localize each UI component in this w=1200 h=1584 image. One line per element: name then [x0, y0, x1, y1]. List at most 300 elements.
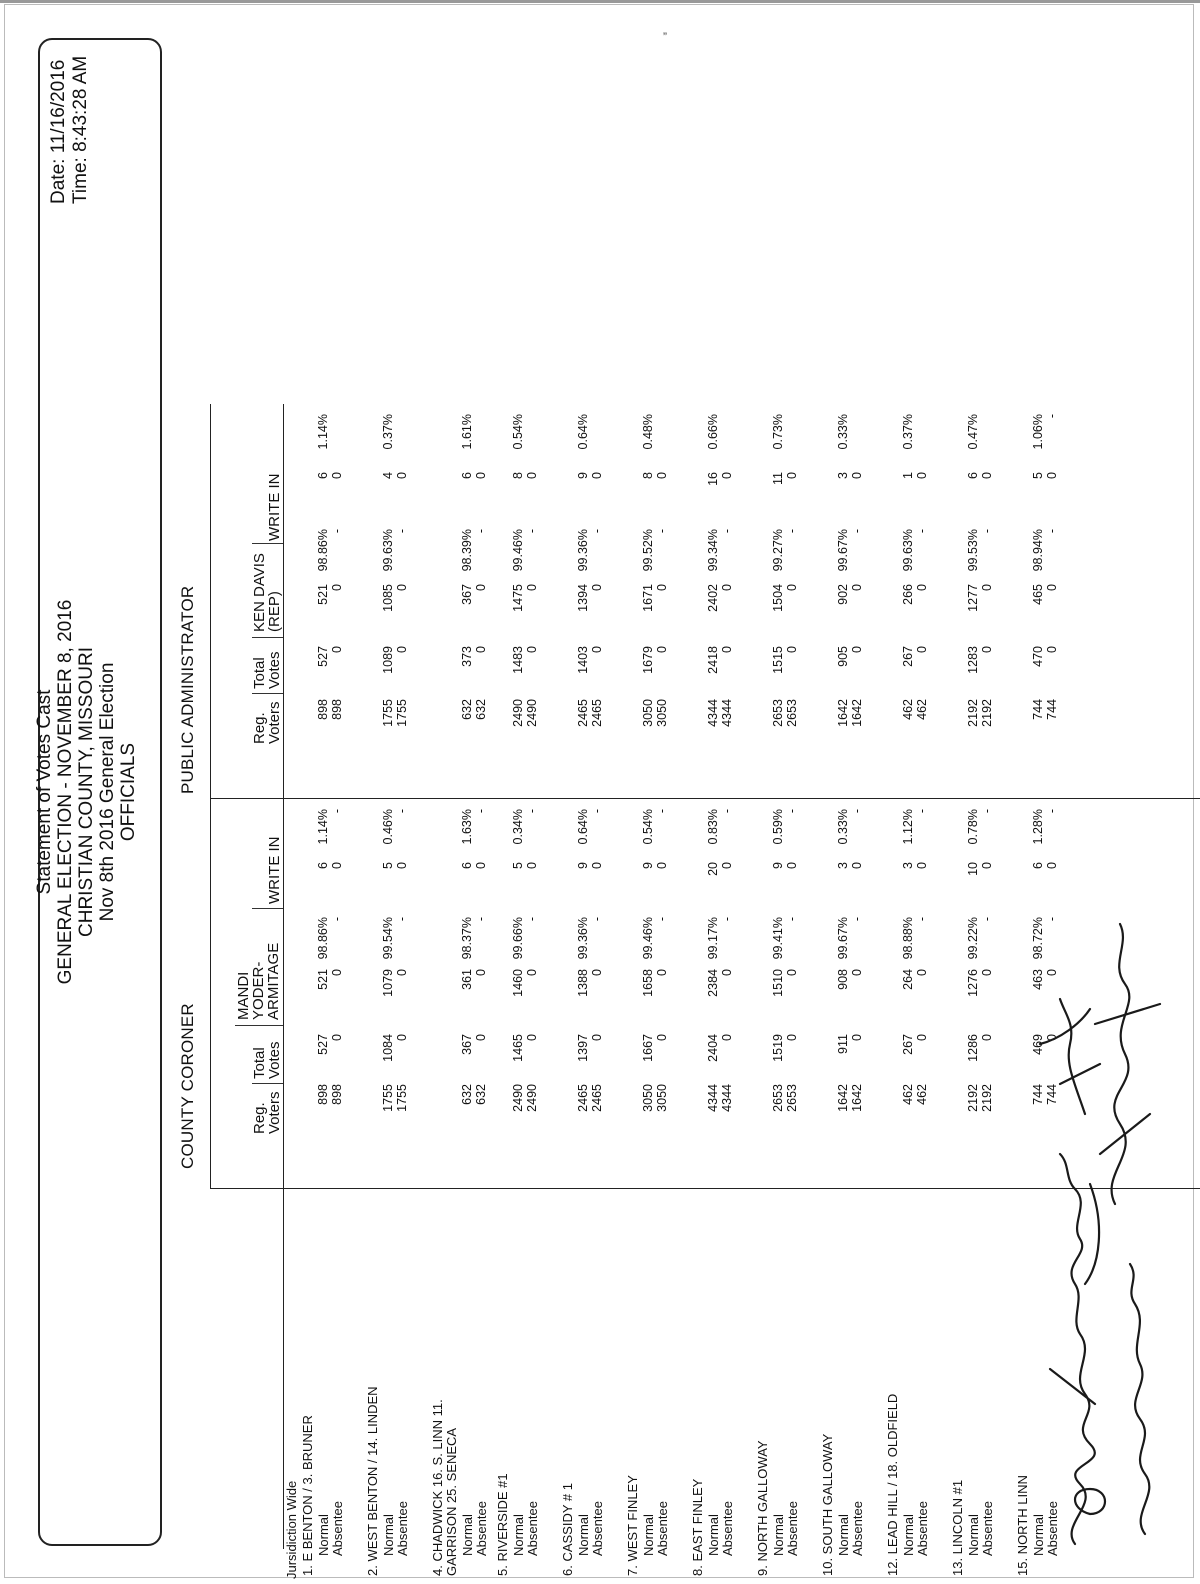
- cell-reg: 2192: [980, 1084, 994, 1112]
- cell-c-cand-pct: -: [980, 917, 994, 922]
- cell-c-cand-pct: -: [720, 917, 734, 922]
- cell-p-wi-pct: 0.54%: [511, 414, 525, 450]
- cell-c-total: 0: [330, 1034, 344, 1041]
- cell-c-cand-pct: 99.46%: [641, 917, 655, 960]
- cell-p-cand-pct: -: [850, 529, 864, 534]
- title-line-4: Nov 8th 2016 General Election: [97, 662, 118, 922]
- cell-p-reg: 2465: [576, 699, 590, 727]
- cell-c-wi-pct: -: [785, 809, 799, 814]
- cell-p-reg: 898: [316, 699, 330, 720]
- cell-c-total: 1286: [966, 1034, 980, 1062]
- cell-p-cand-pct: -: [720, 529, 734, 534]
- cell-p-total: 1679: [641, 646, 655, 674]
- cell-p-cand-pct: -: [330, 529, 344, 534]
- cell-p-cand-pct: -: [525, 529, 539, 534]
- cell-p-reg: 2192: [980, 699, 994, 727]
- cell-c-wi: 9: [576, 862, 590, 869]
- cell-reg: 2465: [590, 1084, 604, 1112]
- cell-c-total: 0: [785, 1034, 799, 1041]
- cell-c-cand: 0: [850, 969, 864, 976]
- cell-p-wi-pct: 0.48%: [641, 414, 655, 450]
- cell-c-wi: 0: [655, 862, 669, 869]
- row-type-label: Absentee: [980, 1501, 995, 1556]
- cell-p-reg: 1755: [395, 699, 409, 727]
- cell-c-wi: 3: [901, 862, 915, 869]
- jurisdiction-wide-label: Jursidiction Wide: [284, 1480, 299, 1579]
- cell-p-wi: 0: [1045, 472, 1059, 479]
- cell-c-total: 0: [474, 1034, 488, 1041]
- cell-reg: 3050: [655, 1084, 669, 1112]
- scan-mark: ”: [663, 30, 667, 44]
- cell-c-cand-pct: 99.22%: [966, 917, 980, 960]
- cell-p-reg: 2490: [511, 699, 525, 727]
- cell-p-total: 0: [525, 646, 539, 653]
- report-date: Date: 11/16/2016: [48, 59, 69, 204]
- cell-c-wi-pct: 1.28%: [1031, 809, 1045, 845]
- cell-p-cand: 0: [915, 584, 929, 591]
- cell-c-wi: 0: [330, 862, 344, 869]
- cell-reg: 462: [901, 1084, 915, 1105]
- cell-c-wi: 0: [785, 862, 799, 869]
- cell-p-wi: 0: [655, 472, 669, 479]
- cell-p-total: 1483: [511, 646, 525, 674]
- cell-c-total: 0: [915, 1034, 929, 1041]
- cell-p-wi: 16: [706, 472, 720, 486]
- cell-c-wi: 0: [590, 862, 604, 869]
- row-type-label: Absentee: [395, 1501, 410, 1556]
- cell-p-reg: 632: [460, 699, 474, 720]
- cell-p-cand: 1277: [966, 584, 980, 612]
- cell-c-cand-pct: 98.88%: [901, 917, 915, 960]
- row-type-label: Absentee: [720, 1501, 735, 1556]
- cell-p-wi-pct: 1.06%: [1031, 414, 1045, 450]
- cell-p-reg: 2653: [771, 699, 785, 727]
- cell-reg: 1755: [395, 1084, 409, 1112]
- cell-p-wi: 0: [525, 472, 539, 479]
- cell-c-wi-pct: 1.12%: [901, 809, 915, 845]
- cell-c-total: 1519: [771, 1034, 785, 1062]
- cell-p-wi-pct: 0.73%: [771, 414, 785, 450]
- cell-reg: 462: [915, 1084, 929, 1105]
- contest-title-coroner: COUNTY CORONER: [178, 1003, 197, 1169]
- cell-reg: 3050: [641, 1084, 655, 1112]
- cell-p-wi: 11: [771, 472, 785, 485]
- cell-reg: 632: [460, 1084, 474, 1105]
- precinct-name: 13. LINCOLN #1: [950, 1479, 965, 1576]
- cell-p-wi-pct: 0.64%: [576, 414, 590, 450]
- cell-c-cand: 0: [474, 969, 488, 976]
- cell-p-cand: 0: [720, 584, 734, 591]
- cell-p-cand-pct: 99.52%: [641, 529, 655, 572]
- cell-p-reg: 2490: [525, 699, 539, 727]
- row-type-label: Normal: [771, 1514, 786, 1556]
- cell-p-reg: 2465: [590, 699, 604, 727]
- cell-p-wi: 0: [850, 472, 864, 479]
- cell-c-cand: 0: [980, 969, 994, 976]
- cell-reg: 2653: [771, 1084, 785, 1112]
- cell-c-cand-pct: 99.36%: [576, 917, 590, 960]
- precinct-name-cont: GARRISON 25. SENECA: [444, 1427, 459, 1576]
- cell-c-cand-pct: -: [395, 917, 409, 922]
- cell-p-total: 1089: [381, 646, 395, 674]
- col-header-total-coroner: Total Votes: [251, 1041, 283, 1079]
- cell-p-cand-pct: 99.63%: [901, 529, 915, 572]
- cell-reg: 632: [474, 1084, 488, 1105]
- cell-c-total: 911: [836, 1034, 850, 1054]
- cell-c-total: 1397: [576, 1034, 590, 1062]
- cell-p-wi: 0: [590, 472, 604, 479]
- cell-c-cand: 1388: [576, 969, 590, 997]
- cell-c-total: 1667: [641, 1034, 655, 1062]
- cell-p-cand-pct: 99.27%: [771, 529, 785, 572]
- row-type-label: Normal: [381, 1514, 396, 1556]
- cell-c-wi-pct: -: [655, 809, 669, 814]
- row-type-label: Absentee: [330, 1501, 345, 1556]
- cell-c-cand-pct: -: [590, 917, 604, 922]
- cell-p-total: 2418: [706, 646, 720, 674]
- cell-c-cand-pct: -: [655, 917, 669, 922]
- row-type-label: Normal: [576, 1514, 591, 1556]
- cell-c-wi: 10: [966, 862, 980, 876]
- cell-c-total: 0: [395, 1034, 409, 1041]
- cell-c-wi: 0: [915, 862, 929, 869]
- cell-c-wi-pct: 0.59%: [771, 809, 785, 845]
- cell-c-wi-pct: 0.34%: [511, 809, 525, 845]
- cell-p-reg: 1755: [381, 699, 395, 727]
- cell-p-wi: 8: [641, 472, 655, 479]
- cell-p-reg: 744: [1045, 699, 1059, 720]
- cell-p-cand-pct: -: [980, 529, 994, 534]
- cell-c-cand: 1079: [381, 969, 395, 997]
- precinct-name: 12. LEAD HILL / 18. OLDFIELD: [885, 1393, 900, 1576]
- cell-c-total: 267: [901, 1034, 915, 1055]
- cell-c-wi-pct: 1.14%: [316, 809, 330, 845]
- cell-reg: 2490: [525, 1084, 539, 1112]
- cell-p-total: 0: [850, 646, 864, 653]
- cell-p-wi-pct: 0.66%: [706, 414, 720, 450]
- cell-p-total: 1515: [771, 646, 785, 674]
- cell-reg: 744: [1031, 1084, 1045, 1105]
- row-type-label: Normal: [316, 1514, 331, 1556]
- cell-p-total: 267: [901, 646, 915, 667]
- signature-2: [1130, 1264, 1149, 1534]
- cell-reg: 2490: [511, 1084, 525, 1112]
- cell-p-total: 373: [460, 646, 474, 667]
- cell-p-cand-pct: -: [395, 529, 409, 534]
- cell-c-wi: 0: [720, 862, 734, 869]
- cell-c-cand: 264: [901, 969, 915, 990]
- cell-p-cand: 1085: [381, 584, 395, 612]
- cell-c-cand-pct: -: [1045, 917, 1059, 922]
- cell-c-total: 2404: [706, 1034, 720, 1062]
- precinct-name: 10. SOUTH GALLOWAY: [820, 1433, 835, 1576]
- cell-c-wi: 6: [460, 862, 474, 869]
- cell-c-wi: 3: [836, 862, 850, 869]
- cell-p-cand: 0: [474, 584, 488, 591]
- cell-p-wi-pct: 0.37%: [901, 414, 915, 450]
- cell-c-wi-pct: -: [850, 809, 864, 814]
- cell-p-cand: 0: [590, 584, 604, 591]
- cell-p-cand: 1475: [511, 584, 525, 612]
- cell-c-total: 1084: [381, 1034, 395, 1062]
- precinct-name: 2. WEST BENTON / 14. LINDEN: [365, 1386, 380, 1576]
- cell-p-cand: 0: [1045, 584, 1059, 591]
- cell-p-total: 0: [785, 646, 799, 653]
- cell-p-cand-pct: 98.86%: [316, 529, 330, 572]
- cell-c-total: 0: [655, 1034, 669, 1041]
- cell-p-reg: 2192: [966, 699, 980, 727]
- cell-p-reg: 632: [474, 699, 488, 720]
- cell-p-cand-pct: 98.39%: [460, 529, 474, 572]
- cell-c-cand: 0: [915, 969, 929, 976]
- row-type-label: Absentee: [915, 1501, 930, 1556]
- cell-c-wi: 5: [381, 862, 395, 869]
- cell-c-cand-pct: -: [330, 917, 344, 922]
- cell-p-total: 1403: [576, 646, 590, 674]
- cell-c-total: 367: [460, 1034, 474, 1055]
- cell-c-cand: 0: [395, 969, 409, 976]
- cell-reg: 1642: [836, 1084, 850, 1112]
- col-header-reg-coroner: Reg. Voters: [251, 1091, 283, 1134]
- title-line-3: CHRISTIAN COUNTY, MISSOURI: [76, 647, 97, 937]
- cell-p-cand-pct: 99.36%: [576, 529, 590, 572]
- col-header-candidate-pa: KEN DAVIS (REP): [251, 553, 283, 632]
- cell-p-cand: 1394: [576, 584, 590, 612]
- cell-p-total: 527: [316, 646, 330, 667]
- cell-p-wi: 1: [901, 472, 915, 479]
- cell-p-cand-pct: 99.34%: [706, 529, 720, 572]
- cell-p-total: 0: [720, 646, 734, 653]
- row-type-label: Normal: [460, 1514, 475, 1556]
- cell-reg: 2653: [785, 1084, 799, 1112]
- cell-p-wi-pct: 1.14%: [316, 414, 330, 450]
- cell-c-wi: 5: [511, 862, 525, 869]
- row-type-label: Normal: [641, 1514, 656, 1556]
- col-header-reg-pa: Reg. Voters: [251, 701, 283, 744]
- cell-p-total: 0: [395, 646, 409, 653]
- col-header-candidate-coroner: MANDI YODER- ARMITAGE: [235, 942, 282, 1020]
- cell-p-total: 0: [1045, 646, 1059, 653]
- col-header-total-pa: Total Votes: [251, 651, 283, 689]
- cell-p-cand-pct: -: [785, 529, 799, 534]
- precinct-name: 9. NORTH GALLOWAY: [755, 1440, 770, 1576]
- cell-c-wi-pct: 0.64%: [576, 809, 590, 845]
- row-type-label: Absentee: [474, 1501, 489, 1556]
- cell-p-cand-pct: -: [915, 529, 929, 534]
- cell-p-reg: 1642: [836, 699, 850, 727]
- cell-p-cand-pct: 98.94%: [1031, 529, 1045, 572]
- cell-c-wi: 6: [1031, 862, 1045, 869]
- cell-c-cand-pct: 99.41%: [771, 917, 785, 960]
- cell-p-reg: 3050: [641, 699, 655, 727]
- cell-c-total: 0: [525, 1034, 539, 1041]
- precinct-name: 6. CASSIDY # 1: [560, 1483, 575, 1576]
- cell-p-cand: 0: [655, 584, 669, 591]
- cell-c-wi-pct: -: [980, 809, 994, 814]
- cell-p-total: 0: [330, 646, 344, 653]
- cell-c-wi: 0: [1045, 862, 1059, 869]
- cell-p-cand-pct: -: [590, 529, 604, 534]
- cell-p-cand: 0: [395, 584, 409, 591]
- cell-c-wi-pct: -: [330, 809, 344, 814]
- row-type-label: Normal: [901, 1514, 916, 1556]
- cell-p-cand-pct: 99.67%: [836, 529, 850, 572]
- cell-p-wi: 0: [330, 472, 344, 479]
- cell-p-wi: 0: [915, 472, 929, 479]
- cell-p-wi: 8: [511, 472, 525, 479]
- cell-p-cand: 521: [316, 584, 330, 605]
- precinct-name: 1. E BENTON / 3. BRUNER: [300, 1415, 315, 1576]
- cell-c-wi-pct: 1.63%: [460, 809, 474, 845]
- cell-p-wi-pct: -: [1045, 414, 1059, 419]
- cell-reg: 4344: [706, 1084, 720, 1112]
- cell-reg: 898: [330, 1084, 344, 1105]
- cell-c-cand-pct: -: [915, 917, 929, 922]
- cell-c-cand-pct: 99.66%: [511, 917, 525, 960]
- cell-p-total: 0: [474, 646, 488, 653]
- cell-c-wi-pct: 0.78%: [966, 809, 980, 845]
- row-type-label: Normal: [511, 1514, 526, 1556]
- cell-p-reg: 4344: [720, 699, 734, 727]
- cell-p-cand: 1504: [771, 584, 785, 612]
- signature-3: [1095, 924, 1160, 1204]
- cell-c-wi-pct: 0.33%: [836, 809, 850, 845]
- cell-c-total: 527: [316, 1034, 330, 1055]
- cell-c-cand-pct: 98.86%: [316, 917, 330, 960]
- cell-p-wi-pct: 0.37%: [381, 414, 395, 450]
- cell-p-reg: 2653: [785, 699, 799, 727]
- cell-p-cand: 465: [1031, 584, 1045, 605]
- cell-p-wi: 0: [980, 472, 994, 479]
- cell-p-cand-pct: -: [474, 529, 488, 534]
- cell-p-wi: 4: [381, 472, 395, 479]
- cell-c-wi: 9: [771, 862, 785, 869]
- cell-c-cand-pct: -: [785, 917, 799, 922]
- cell-p-cand: 0: [785, 584, 799, 591]
- cell-p-wi: 9: [576, 472, 590, 479]
- cell-c-cand: 1658: [641, 969, 655, 997]
- cell-c-cand: 0: [330, 969, 344, 976]
- cell-c-wi-pct: -: [525, 809, 539, 814]
- cell-p-wi: 0: [474, 472, 488, 479]
- cell-reg: 1642: [850, 1084, 864, 1112]
- cell-c-wi-pct: -: [915, 809, 929, 814]
- cell-c-total: 469: [1031, 1034, 1045, 1055]
- cell-c-wi: 0: [980, 862, 994, 869]
- cell-c-wi-pct: -: [590, 809, 604, 814]
- cell-c-total: 0: [980, 1034, 994, 1041]
- cell-c-cand: 521: [316, 969, 330, 990]
- cell-c-wi: 0: [525, 862, 539, 869]
- cell-p-cand-pct: 99.53%: [966, 529, 980, 572]
- cell-p-reg: 744: [1031, 699, 1045, 720]
- row-type-label: Absentee: [525, 1501, 540, 1556]
- cell-reg: 744: [1045, 1084, 1059, 1105]
- report-time: Time: 8:43:28 AM: [70, 55, 91, 204]
- cell-c-cand: 1460: [511, 969, 525, 997]
- cell-p-wi: 0: [395, 472, 409, 479]
- cell-c-cand-pct: 99.67%: [836, 917, 850, 960]
- cell-p-total: 0: [915, 646, 929, 653]
- cell-reg: 898: [316, 1084, 330, 1105]
- cell-c-cand: 908: [836, 969, 850, 990]
- cell-c-cand: 1276: [966, 969, 980, 997]
- cell-p-cand-pct: 99.63%: [381, 529, 395, 572]
- cell-c-wi-pct: 0.46%: [381, 809, 395, 845]
- cell-p-cand-pct: -: [1045, 529, 1059, 534]
- cell-c-wi: 0: [850, 862, 864, 869]
- cell-reg: 4344: [720, 1084, 734, 1112]
- cell-c-wi: 9: [641, 862, 655, 869]
- cell-p-cand: 1671: [641, 584, 655, 612]
- cell-reg: 2192: [966, 1084, 980, 1112]
- cell-c-wi-pct: -: [474, 809, 488, 814]
- cell-p-wi: 0: [785, 472, 799, 479]
- cell-c-cand-pct: 99.54%: [381, 917, 395, 960]
- row-type-label: Normal: [836, 1514, 851, 1556]
- cell-p-reg: 898: [330, 699, 344, 720]
- cell-c-cand: 0: [785, 969, 799, 976]
- cell-c-total: 0: [590, 1034, 604, 1041]
- precinct-name: 8. EAST FINLEY: [690, 1478, 705, 1576]
- cell-c-total: 0: [850, 1034, 864, 1041]
- col-header-writein-coroner: WRITE IN: [266, 836, 283, 904]
- cell-c-wi-pct: -: [720, 809, 734, 814]
- cell-p-wi: 5: [1031, 472, 1045, 479]
- signature-4: [1040, 999, 1100, 1114]
- cell-p-reg: 4344: [706, 699, 720, 727]
- cell-c-wi: 0: [395, 862, 409, 869]
- cell-c-cand: 0: [590, 969, 604, 976]
- cell-p-cand: 2402: [706, 584, 720, 612]
- precinct-name: 15. NORTH LINN: [1015, 1475, 1030, 1576]
- title-line-5: OFFICIALS: [118, 742, 139, 842]
- cell-c-cand: 0: [525, 969, 539, 976]
- cell-p-wi-pct: 0.47%: [966, 414, 980, 450]
- cell-p-wi: 6: [460, 472, 474, 479]
- contest-title-public-administrator: PUBLIC ADMINISTRATOR: [178, 585, 197, 794]
- cell-p-cand-pct: 99.46%: [511, 529, 525, 572]
- cell-p-reg: 3050: [655, 699, 669, 727]
- cell-c-cand-pct: -: [525, 917, 539, 922]
- cell-p-wi: 6: [966, 472, 980, 479]
- cell-p-cand-pct: -: [655, 529, 669, 534]
- cell-p-cand: 266: [901, 584, 915, 605]
- cell-c-wi-pct: 0.83%: [706, 809, 720, 845]
- cell-p-total: 1283: [966, 646, 980, 674]
- row-type-label: Absentee: [1045, 1501, 1060, 1556]
- cell-p-cand: 0: [330, 584, 344, 591]
- cell-p-total: 0: [590, 646, 604, 653]
- cell-c-cand-pct: -: [474, 917, 488, 922]
- cell-c-cand-pct: 99.17%: [706, 917, 720, 960]
- cell-c-cand-pct: 98.37%: [460, 917, 474, 960]
- cell-p-wi-pct: 0.33%: [836, 414, 850, 450]
- cell-p-total: 0: [655, 646, 669, 653]
- cell-c-cand: 0: [1045, 969, 1059, 976]
- col-header-writein-pa: WRITE IN: [266, 473, 283, 541]
- precinct-name: 7. WEST FINLEY: [625, 1475, 640, 1576]
- cell-p-wi: 6: [316, 472, 330, 479]
- row-type-label: Absentee: [850, 1501, 865, 1556]
- title-line-2: GENERAL ELECTION - NOVEMBER 8, 2016: [55, 599, 76, 985]
- cell-reg: 1755: [381, 1084, 395, 1112]
- precinct-name: 4. CHADWICK 16. S. LINN 11.: [430, 1399, 445, 1576]
- cell-c-wi: 0: [474, 862, 488, 869]
- title-line-1: Statement of Votes Cast: [34, 689, 55, 895]
- cell-p-total: 470: [1031, 646, 1045, 667]
- cell-c-wi: 6: [316, 862, 330, 869]
